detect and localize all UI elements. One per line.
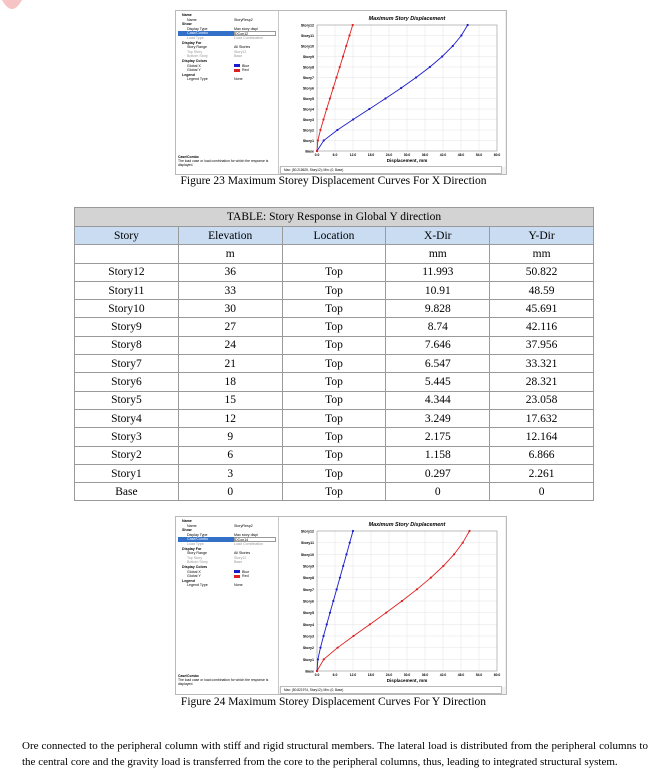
data-point bbox=[322, 635, 324, 637]
table-cell: Story9 bbox=[75, 318, 179, 336]
data-point bbox=[336, 588, 338, 590]
data-point bbox=[336, 647, 338, 649]
table-header-row bbox=[75, 227, 594, 245]
y-tick-label: Story4 bbox=[302, 107, 314, 112]
table-row bbox=[75, 428, 594, 446]
data-point bbox=[400, 87, 402, 89]
table-cell: 48.59 bbox=[490, 281, 594, 299]
y-tick-label: Story3 bbox=[302, 118, 314, 122]
data-point bbox=[349, 542, 351, 544]
table-cell: 42.116 bbox=[490, 318, 594, 336]
data-point bbox=[384, 97, 386, 99]
data-point bbox=[342, 55, 344, 57]
property-key: Display Colors bbox=[182, 58, 208, 63]
data-point bbox=[416, 588, 418, 590]
x-tick-label: 6.0 bbox=[332, 153, 338, 157]
data-point bbox=[441, 55, 443, 57]
property-value-text: Red bbox=[242, 574, 249, 579]
data-point bbox=[401, 600, 403, 602]
table-row bbox=[75, 355, 594, 373]
data-point bbox=[348, 34, 350, 36]
table-row bbox=[75, 281, 594, 299]
table-cell: 2.175 bbox=[386, 428, 490, 446]
y-tick-label: Story6 bbox=[302, 86, 314, 91]
property-value bbox=[234, 77, 276, 82]
property-key: Name bbox=[182, 13, 192, 17]
etabs-screenshot-x bbox=[175, 10, 507, 175]
table-cell: Base bbox=[75, 483, 179, 501]
table-cell: 6.547 bbox=[386, 355, 490, 373]
y-tick-label: Story7 bbox=[302, 76, 314, 80]
body-paragraph: Ore connected to the peripheral column with stiff and rigid structural members. The lateral load is distributed from the peripheral columns to the central core and the gravity load is transferred from the core to the peripheral columns, thus, leading to integrated structural system. bbox=[22, 740, 648, 768]
y-tick-label: Story10 bbox=[300, 44, 314, 49]
property-key: Top Story bbox=[187, 555, 203, 560]
property-key: Name bbox=[182, 519, 192, 523]
table-units-row bbox=[75, 245, 594, 263]
property-key: Display For bbox=[182, 40, 202, 45]
data-point bbox=[329, 612, 331, 614]
table-cell: Story5 bbox=[75, 391, 179, 409]
table-cell: Top bbox=[282, 355, 386, 373]
x-tick-label: 0.0 bbox=[314, 673, 320, 677]
property-key: Name bbox=[187, 17, 197, 22]
x-tick-label: 30.0 bbox=[403, 153, 411, 157]
table-row bbox=[75, 483, 594, 501]
data-point bbox=[335, 76, 337, 78]
note-text: The load case or load combination for which the response is displayed. bbox=[178, 159, 269, 168]
unit-cell: m bbox=[178, 245, 282, 263]
data-point bbox=[319, 129, 321, 131]
header-y-dir: Y-Dir bbox=[490, 227, 594, 245]
table-cell: 12 bbox=[178, 409, 282, 427]
table-cell: Top bbox=[282, 464, 386, 482]
table-cell: Top bbox=[282, 446, 386, 464]
data-point bbox=[368, 108, 370, 110]
data-point bbox=[352, 635, 354, 637]
table-cell: Top bbox=[282, 281, 386, 299]
x-tick-label: 12.0 bbox=[349, 153, 357, 157]
property-value-text: Max story displ bbox=[234, 532, 258, 537]
property-value-text: Story12 bbox=[234, 49, 247, 54]
property-key: Load Type bbox=[187, 35, 204, 40]
x-tick-label: 12.0 bbox=[349, 673, 357, 677]
data-point bbox=[352, 118, 354, 120]
header-story: Story bbox=[75, 227, 179, 245]
x-tick-label: 36.0 bbox=[421, 673, 429, 677]
table-title: TABLE: Story Response in Global Y direction bbox=[75, 208, 594, 227]
property-key: Bottom Story bbox=[187, 560, 208, 565]
property-note bbox=[178, 674, 276, 687]
table-cell: 37.956 bbox=[490, 336, 594, 354]
table-cell: 0 bbox=[178, 483, 282, 501]
property-note bbox=[178, 155, 276, 168]
table-cell: Story12 bbox=[75, 263, 179, 281]
y-tick-label: Story8 bbox=[302, 576, 314, 581]
table-cell: Story10 bbox=[75, 300, 179, 318]
property-value-text: StoryResp2 bbox=[234, 523, 253, 528]
note-title: Case/Combo bbox=[178, 155, 199, 159]
y-tick-label: Story12 bbox=[300, 529, 314, 534]
data-point bbox=[452, 45, 454, 47]
y-tick-label: Story2 bbox=[302, 646, 314, 651]
property-key: Show bbox=[182, 528, 192, 533]
figure-23-caption: Figure 23 Maximum Storey Displacement Curves For X Direction bbox=[180, 175, 487, 187]
property-value-text: DCon14 bbox=[235, 538, 249, 542]
table-cell: 1.158 bbox=[386, 446, 490, 464]
property-value-text: Max story displ bbox=[234, 26, 258, 31]
table-cell: 7.646 bbox=[386, 336, 490, 354]
note-text: The load case or load combination for which the response is displayed. bbox=[178, 678, 269, 687]
story-response-table bbox=[74, 207, 594, 501]
property-key: Name bbox=[187, 523, 197, 528]
property-key: Global X bbox=[187, 569, 201, 574]
table-cell: 3 bbox=[178, 464, 282, 482]
property-value-text: Story12 bbox=[234, 555, 247, 560]
table-cell: 50.822 bbox=[490, 263, 594, 281]
table-row bbox=[75, 318, 594, 336]
properties-panel bbox=[176, 11, 279, 174]
y-tick-label: Base bbox=[305, 669, 314, 674]
table-row bbox=[75, 263, 594, 281]
table-cell: 24 bbox=[178, 336, 282, 354]
table-cell: 30 bbox=[178, 300, 282, 318]
property-key: Legend Type bbox=[187, 77, 208, 82]
table-cell: 23.058 bbox=[490, 391, 594, 409]
x-tick-label: 24.0 bbox=[385, 673, 393, 677]
table-title-row bbox=[75, 208, 594, 227]
plot-title: Maximum Story Displacement bbox=[368, 16, 446, 22]
table-row bbox=[75, 391, 594, 409]
x-tick-label: 36.0 bbox=[421, 153, 429, 157]
plot-title: Maximum Story Displacement bbox=[368, 522, 446, 528]
x-axis-label: Displacement, mm bbox=[386, 158, 428, 163]
note-title: Case/Combo bbox=[178, 674, 199, 678]
table-cell: Top bbox=[282, 263, 386, 281]
table-cell: 17.632 bbox=[490, 409, 594, 427]
data-point bbox=[322, 118, 324, 120]
property-key: Display Type bbox=[187, 26, 208, 31]
property-row[interactable] bbox=[178, 583, 276, 588]
table-cell: 6.866 bbox=[490, 446, 594, 464]
table-cell: 27 bbox=[178, 318, 282, 336]
table-row bbox=[75, 373, 594, 391]
table-cell: Top bbox=[282, 428, 386, 446]
table-cell: Story2 bbox=[75, 446, 179, 464]
unit-cell bbox=[282, 245, 386, 263]
table-cell: Top bbox=[282, 300, 386, 318]
x-tick-label: 48.0 bbox=[457, 673, 465, 677]
table-cell: 45.691 bbox=[490, 300, 594, 318]
x-tick-label: 24.0 bbox=[385, 153, 393, 157]
displacement-plot bbox=[279, 517, 505, 687]
data-point bbox=[453, 553, 455, 555]
data-point bbox=[345, 553, 347, 555]
table-cell: 12.164 bbox=[490, 428, 594, 446]
property-value-text: All Stories bbox=[234, 551, 251, 556]
table-cell: 6 bbox=[178, 446, 282, 464]
property-key: Load Type bbox=[187, 541, 204, 546]
data-point bbox=[342, 565, 344, 567]
property-key: Display Colors bbox=[182, 564, 208, 569]
table-cell: 0 bbox=[490, 483, 594, 501]
y-tick-label: Story3 bbox=[302, 634, 314, 639]
color-swatch bbox=[234, 69, 240, 72]
property-key: Legend bbox=[182, 578, 195, 583]
table-cell: 3.249 bbox=[386, 409, 490, 427]
property-key: Global Y bbox=[187, 68, 201, 73]
unit-cell: mm bbox=[386, 245, 490, 263]
header-x-dir: X-Dir bbox=[386, 227, 490, 245]
table-cell: Top bbox=[282, 336, 386, 354]
table-cell: Story8 bbox=[75, 336, 179, 354]
data-point bbox=[326, 108, 328, 110]
data-point bbox=[326, 623, 328, 625]
table-cell: Top bbox=[282, 373, 386, 391]
y-tick-label: Story7 bbox=[302, 587, 314, 592]
property-value bbox=[234, 583, 276, 588]
property-value-text: None bbox=[234, 77, 243, 82]
y-tick-label: Story9 bbox=[302, 55, 314, 59]
x-tick-label: 54.0 bbox=[475, 673, 483, 677]
table-cell: 9.828 bbox=[386, 300, 490, 318]
table-cell: 5.445 bbox=[386, 373, 490, 391]
data-point bbox=[323, 139, 325, 141]
property-key: Story Range bbox=[187, 551, 207, 556]
data-point bbox=[442, 565, 444, 567]
property-key: Case/Combo bbox=[178, 537, 234, 542]
y-tick-label: Base bbox=[305, 149, 314, 154]
data-point bbox=[339, 577, 341, 579]
y-tick-label: Story6 bbox=[302, 599, 314, 604]
data-point bbox=[317, 139, 319, 141]
unit-cell bbox=[75, 245, 179, 263]
x-tick-label: 18.0 bbox=[367, 153, 375, 157]
property-value-text: DCon12 bbox=[235, 32, 249, 36]
property-key: Top Story bbox=[187, 49, 203, 54]
table-cell: Top bbox=[282, 391, 386, 409]
property-grid bbox=[178, 13, 276, 82]
property-key: Show bbox=[182, 22, 192, 27]
status-bar: Max: (50.218625, Story12); Min: (0, Base) bbox=[280, 166, 502, 174]
data-point bbox=[316, 670, 318, 672]
data-point bbox=[430, 577, 432, 579]
x-tick-label: 30.0 bbox=[403, 673, 411, 677]
table-cell: 10.91 bbox=[386, 281, 490, 299]
data-point bbox=[345, 45, 347, 47]
table-cell: 36 bbox=[178, 263, 282, 281]
y-tick-label: Story5 bbox=[302, 97, 314, 101]
property-key: Legend bbox=[182, 72, 195, 77]
x-tick-label: 60.0 bbox=[493, 673, 501, 677]
x-tick-label: 42.0 bbox=[439, 153, 447, 157]
y-tick-label: Story9 bbox=[302, 564, 314, 569]
color-swatch bbox=[234, 575, 240, 578]
data-point bbox=[323, 658, 325, 660]
data-point bbox=[319, 647, 321, 649]
data-point bbox=[316, 150, 318, 152]
table-cell: Story6 bbox=[75, 373, 179, 391]
property-value-text: Base bbox=[234, 560, 243, 565]
property-key: Global Y bbox=[187, 574, 201, 579]
y-tick-label: Story11 bbox=[301, 541, 314, 546]
data-point bbox=[467, 24, 469, 26]
displacement-plot bbox=[279, 11, 505, 167]
header-location: Location bbox=[282, 227, 386, 245]
table-cell: 33.321 bbox=[490, 355, 594, 373]
table-cell: Story4 bbox=[75, 409, 179, 427]
y-tick-label: Story1 bbox=[302, 139, 314, 143]
header-logo-fragment bbox=[0, 0, 24, 14]
x-axis-label: Displacement, mm bbox=[386, 678, 428, 683]
table-row bbox=[75, 409, 594, 427]
data-point bbox=[329, 97, 331, 99]
table-cell: 8.74 bbox=[386, 318, 490, 336]
property-key: Display For bbox=[182, 546, 202, 551]
x-tick-label: 42.0 bbox=[439, 673, 447, 677]
property-value-text: Load Combination bbox=[234, 541, 264, 546]
x-tick-label: 48.0 bbox=[457, 153, 465, 157]
data-point bbox=[385, 612, 387, 614]
table-row bbox=[75, 446, 594, 464]
table-cell: 28.321 bbox=[490, 373, 594, 391]
y-tick-label: Story12 bbox=[300, 23, 314, 28]
table-cell: 9 bbox=[178, 428, 282, 446]
y-tick-label: Story2 bbox=[302, 128, 314, 133]
property-value-text: Red bbox=[242, 68, 249, 73]
y-tick-label: Story10 bbox=[300, 552, 314, 557]
property-key: Legend Type bbox=[187, 583, 208, 588]
table-cell: 18 bbox=[178, 373, 282, 391]
property-key: Case/Combo bbox=[178, 31, 234, 36]
status-bar: Max: (50.821974, Story12); Min: (0, Base) bbox=[280, 686, 502, 694]
unit-cell: mm bbox=[490, 245, 594, 263]
property-value-text: All Stories bbox=[234, 45, 251, 50]
x-tick-label: 6.0 bbox=[332, 673, 338, 677]
property-value-text: StoryResp2 bbox=[234, 17, 253, 22]
property-key: Bottom Story bbox=[187, 54, 208, 59]
property-value-text: Base bbox=[234, 54, 243, 59]
table-cell: 2.261 bbox=[490, 464, 594, 482]
properties-panel bbox=[176, 517, 279, 694]
data-point bbox=[332, 600, 334, 602]
x-tick-label: 60.0 bbox=[493, 153, 501, 157]
data-point bbox=[352, 530, 354, 532]
property-grid bbox=[178, 519, 276, 588]
data-point bbox=[429, 66, 431, 68]
data-point bbox=[460, 34, 462, 36]
data-point bbox=[415, 76, 417, 78]
property-key: Display Type bbox=[187, 532, 208, 537]
table-row bbox=[75, 336, 594, 354]
etabs-screenshot-y bbox=[175, 516, 507, 695]
y-tick-label: Story8 bbox=[302, 65, 314, 70]
table-cell: Top bbox=[282, 483, 386, 501]
table-row bbox=[75, 300, 594, 318]
property-value-text: Load Combination bbox=[234, 35, 264, 40]
header-elevation: Elevation bbox=[178, 227, 282, 245]
table-cell: Story3 bbox=[75, 428, 179, 446]
property-value-text: None bbox=[234, 583, 243, 588]
table-cell: Story11 bbox=[75, 281, 179, 299]
table-cell: 11.993 bbox=[386, 263, 490, 281]
x-tick-label: 18.0 bbox=[367, 673, 375, 677]
y-tick-label: Story4 bbox=[302, 622, 314, 627]
table-body bbox=[75, 263, 594, 501]
property-key: Story Range bbox=[187, 45, 207, 50]
table-cell: 4.344 bbox=[386, 391, 490, 409]
table-cell: Top bbox=[282, 318, 386, 336]
property-key: Global X bbox=[187, 63, 201, 68]
data-point bbox=[332, 87, 334, 89]
table-cell: 0.297 bbox=[386, 464, 490, 482]
data-point bbox=[336, 129, 338, 131]
table-cell: Story7 bbox=[75, 355, 179, 373]
y-tick-label: Story11 bbox=[301, 34, 314, 38]
table-row bbox=[75, 464, 594, 482]
table-cell: 0 bbox=[386, 483, 490, 501]
data-point bbox=[462, 542, 464, 544]
y-tick-label: Story1 bbox=[302, 657, 314, 662]
table-cell: 33 bbox=[178, 281, 282, 299]
x-tick-label: 0.0 bbox=[314, 153, 320, 157]
table-cell: 15 bbox=[178, 391, 282, 409]
table-cell: Top bbox=[282, 409, 386, 427]
color-swatch bbox=[234, 64, 240, 67]
data-point bbox=[352, 24, 354, 26]
data-point bbox=[339, 66, 341, 68]
table-cell: Story1 bbox=[75, 464, 179, 482]
y-tick-label: Story5 bbox=[302, 611, 314, 616]
property-row[interactable] bbox=[178, 77, 276, 82]
figure-24-caption: Figure 24 Maximum Storey Displacement Curves For Y Direction bbox=[180, 696, 487, 708]
property-value-text: Blue bbox=[242, 569, 250, 574]
table-cell: 21 bbox=[178, 355, 282, 373]
data-point bbox=[468, 530, 470, 532]
data-point bbox=[317, 658, 319, 660]
x-tick-label: 54.0 bbox=[475, 153, 483, 157]
property-value-text: Blue bbox=[242, 63, 250, 68]
color-swatch bbox=[234, 570, 240, 573]
data-point bbox=[369, 623, 371, 625]
